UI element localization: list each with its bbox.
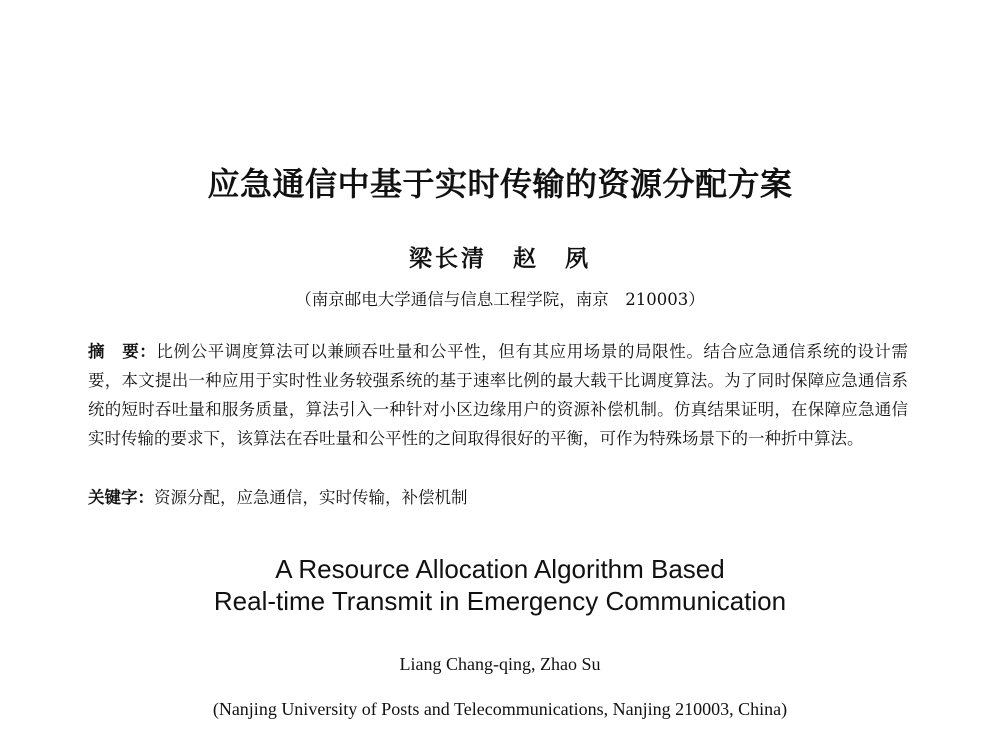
abstract-label: 摘 要： — [88, 342, 157, 361]
english-authors: Liang Chang-qing, Zhao Su — [399, 654, 601, 674]
abstract-text: 比例公平调度算法可以兼顾吞吐量和公平性，但有其应用场景的局限性。结合应急通信系统的设计需要，本文提出一种应用于实时性业务较强系统的基于速率比例的最大载干比调度算法。为了同时保障应急通信系统的短时吞吐量和服务质量，算法引入一种针对小区边缘用户的资源补偿机制。仿真结果证明，在保障应急通信实时传输的要求下，该算法在吞吐量和公平性的之间取得很好的平衡，可作为特殊场景下的一种折中算法。 — [88, 342, 909, 448]
keywords-text: 资源分配，应急通信，实时传输，补偿机制 — [154, 488, 468, 507]
chinese-abstract — [88, 337, 908, 453]
english-title-line-2: Real-time Transmit in Emergency Communication — [213, 586, 787, 616]
english-affiliation: (Nanjing University of Posts and Telecommunications, Nanjing 210003, China) — [212, 699, 788, 719]
english-title — [0, 553, 1000, 617]
english-title-line-1: A Resource Allocation Algorithm Based — [275, 554, 725, 584]
chinese-keywords — [88, 483, 908, 512]
chinese-title: 应急通信中基于实时传输的资源分配方案 — [207, 165, 793, 203]
chinese-affiliation: （南京邮电大学通信与信息工程学院，南京 210003） — [295, 290, 705, 309]
chinese-authors: 梁长清 赵 夙 — [409, 245, 591, 272]
keywords-label: 关键字： — [88, 488, 154, 507]
